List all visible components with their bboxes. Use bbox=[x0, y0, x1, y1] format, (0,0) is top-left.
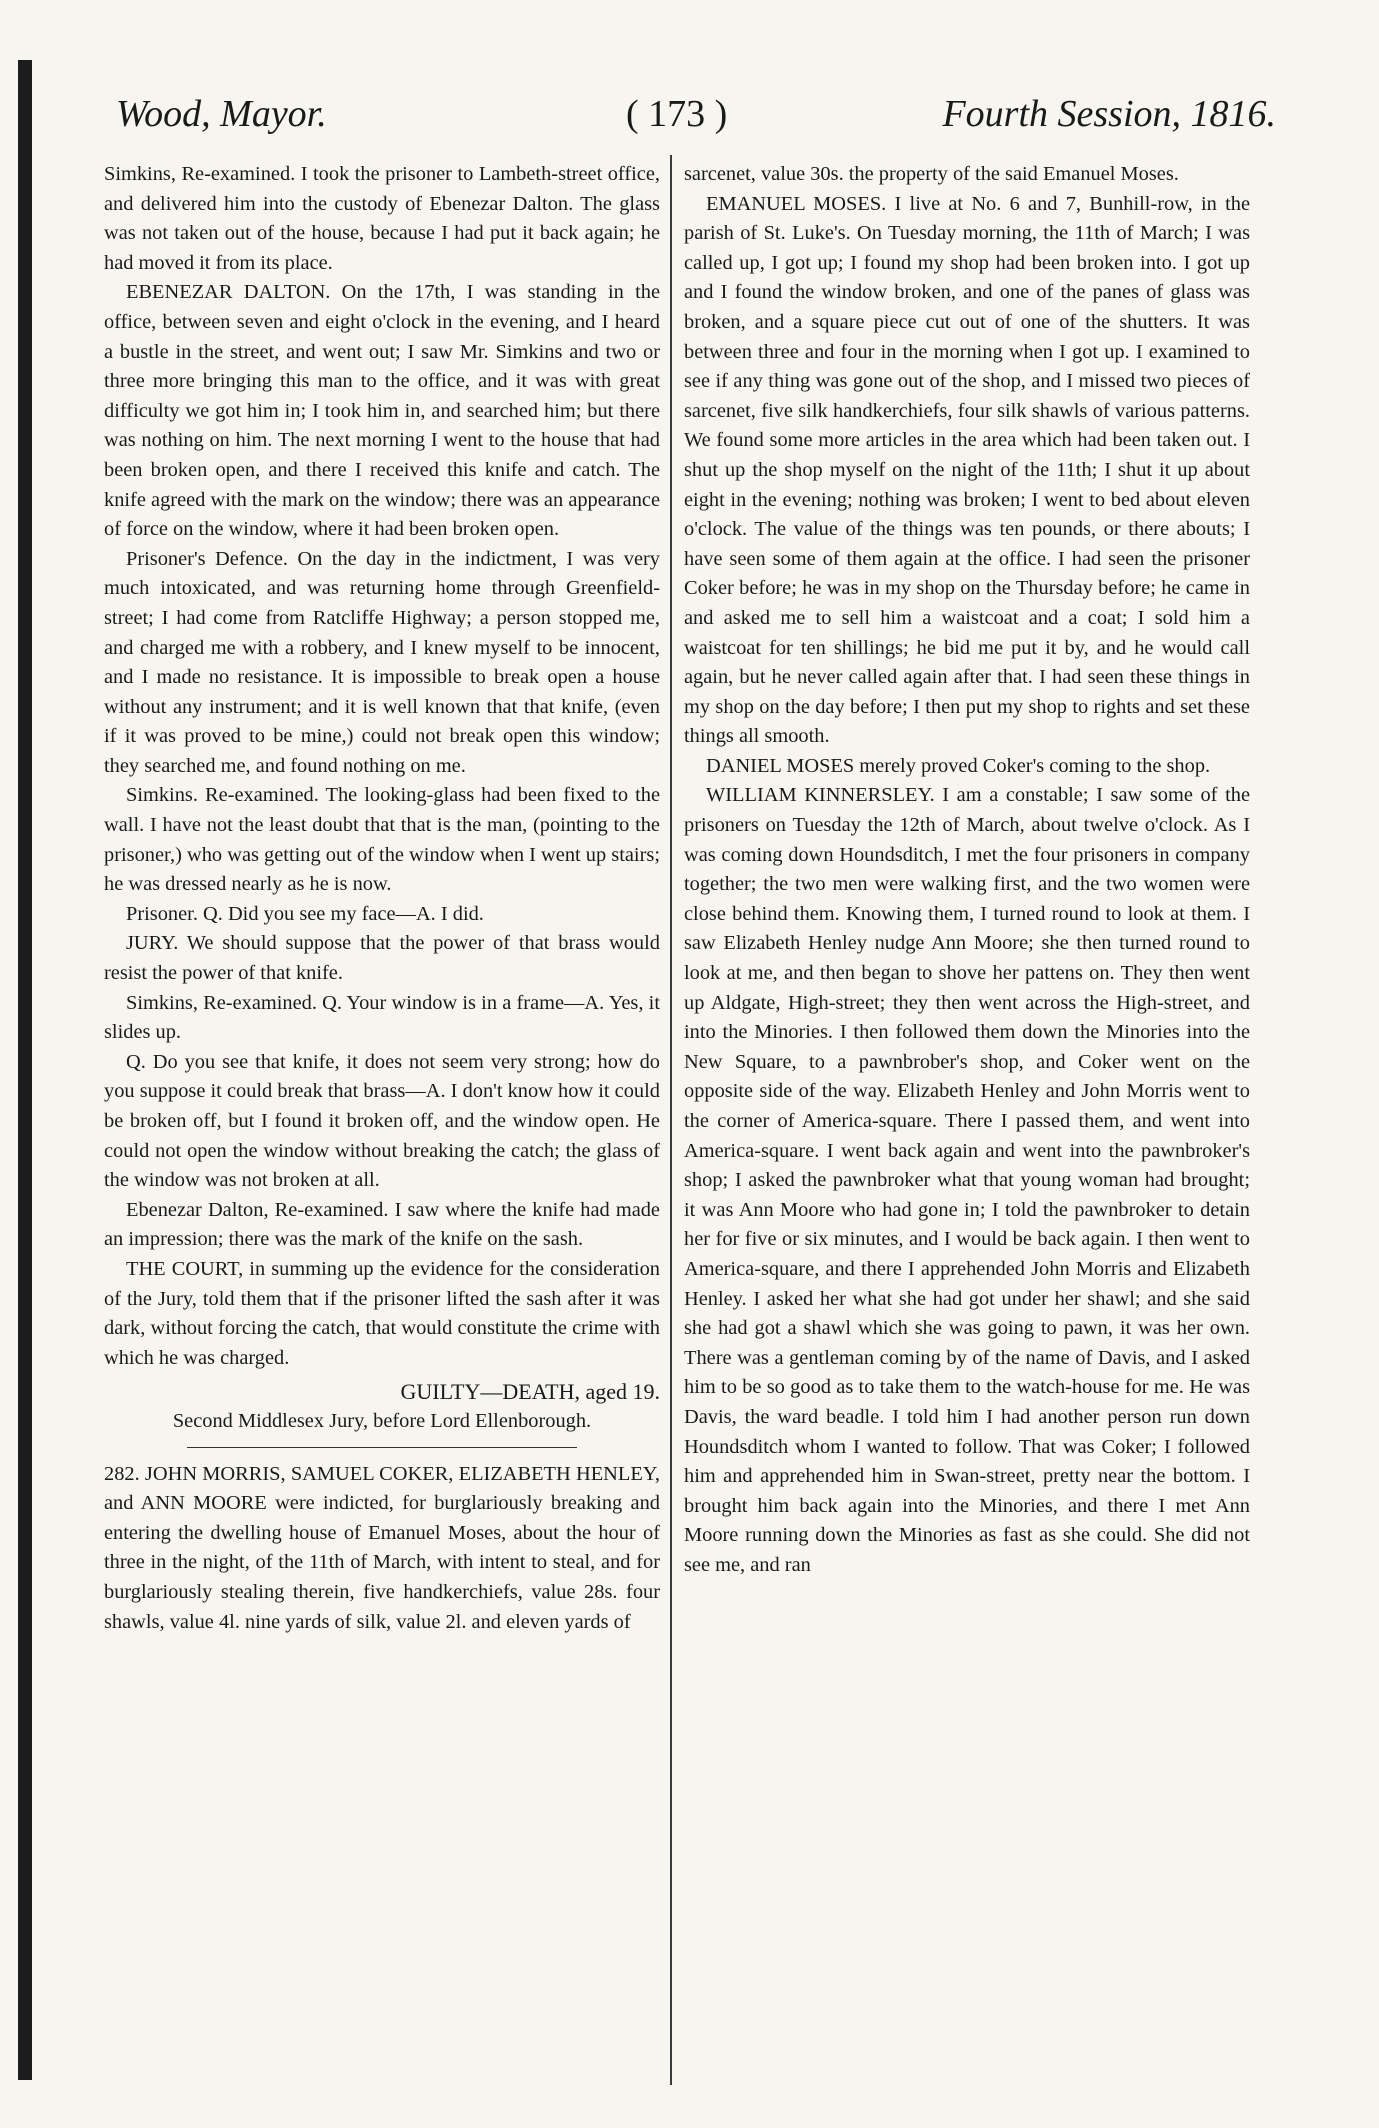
paragraph: EMANUEL MOSES. I live at No. 6 and 7, Bunhill-row, in the parish of St. Luke's. On Tuesday morning, the 11th of March; I was called up, I got up; I found my shop had been broken into. I got up and I found the window broken, and one of the panes of glass was broken, and a square piece cut out of one of the shutters. It was between three and four in the morning when I got up. I examined to see if any thing was gone out of the shop, and I missed two pieces of sarcenet, five silk handkerchiefs, four silk shawls of various patterns. We found some more articles in the area which had been taken out. I shut up the shop myself on the night of the 11th; I shut it up about eight in the evening; nothing was broken; I went to bed about eleven o'clock. The value of the things was ten pounds, or there abouts; I have seen some of them again at the office. I had seen the prisoner Coker before; he was in my shop on the Thursday before; he came in and asked me to sell him a waistcoat and a coat; I sold him a waistcoat for ten shillings; he bid me put it by, and he would call again, but he never called again after that. I had seen these things in my shop on the day before; I then put my shop to rights and set these things all smooth. bbox=[684, 192, 1250, 748]
right-column bbox=[684, 160, 1250, 1581]
paragraph: WILLIAM KINNERSLEY. I am a constable; I saw some of the prisoners on Tuesday the 12th of March, about twelve o'clock. As I was coming down Houndsditch, I met the four prisoners in company together; the two men were walking first, and the two women were close behind them. Knowing them, I turned round to look at them. I saw Elizabeth Henley nudge Ann Moore; she then turned round to look at me, and then began to shove her pattens on. They then went up Aldgate, High-street; they then went across the High-street, and into the Minories. I then followed them down the Minories into the New Square, to a pawnbrober's shop, and Coker went on the opposite side of the way. Elizabeth Henley and John Morris went to the corner of America-square. There I passed them, and went into America-square. I went back again and went into the pawnbroker's shop; I asked the pawnbroker what that young woman had brought; it was Ann Moore who had gone in; I told the pawnbroker to detain her for five or six minutes, and I would be back again. I then went to America-square, and there I apprehended John Morris and Elizabeth Henley. I asked her what she had got under her shawl; and she said she had got a shawl which she was going to pawn, it was her own. There was a gentleman coming by of the name of Davis, and I asked him to be so good as to take them to the watch-house for me. He was Davis, the ward beadle. I told him I had another person run down Houndsditch whom I wanted to follow. That was Coker; I followed him and apprehended him in Swan-street, pretty near the bottom. I brought him back again into the Minories, and there I met Ann Moore running down the Minories as fast as she could. She did not see me, and ran bbox=[684, 784, 1250, 1576]
header-right: Fourth Session, 1816. bbox=[942, 93, 1276, 135]
paragraph: THE COURT, in summing up the evidence for the consideration of the Jury, told them that if the prisoner lifted the sash after it was dark, without forcing the catch, that would constitute the crime with which he was charged. bbox=[104, 1257, 660, 1369]
paragraph: Prisoner. Q. Did you see my face—A. I did. bbox=[126, 902, 484, 925]
verdict: GUILTY—DEATH, aged 19. bbox=[400, 1379, 660, 1405]
paragraph: sarcenet, value 30s. the property of the said Emanuel Moses. bbox=[684, 163, 1179, 185]
paragraph: Simkins. Re-examined. The looking-glass had been fixed to the wall. I have not the least doubt that that is the man, (pointing to the prisoner,) who was getting out of the window when I went up stairs; he was dressed nearly as he is now. bbox=[104, 784, 660, 896]
paragraph: JURY. We should suppose that the power of that brass would resist the power of that knife. bbox=[104, 932, 660, 985]
paragraph: Q. Do you see that knife, it does not seem very strong; how do you suppose it could break that brass—A. I don't know how it could be broken off, but I found it broken off, and the window open. He could not open the window without breaking the catch; the glass of the window was not broken at all. bbox=[104, 1050, 660, 1192]
column-rule bbox=[670, 155, 672, 2085]
case-heading: 282. JOHN MORRIS, SAMUEL COKER, ELIZABETH HENLEY, and ANN MOORE were indicted, for burglariously breaking and entering the dwelling house of Emanuel Moses, about the hour of three in the night, of the 11th of March, with intent to steal, and for burglariously stealing therein, five handkerchiefs, value 28s. four shawls, value 4l. nine yards of silk, value 2l. and eleven yards of bbox=[104, 1462, 660, 1633]
section-divider bbox=[187, 1447, 576, 1448]
paragraph: EBENEZAR DALTON. On the 17th, I was standing in the office, between seven and eight o'clock in the evening, and I heard a bustle in the street, and went out; I saw Mr. Simkins and two or three more bringing this man to the office, and it was with great difficulty we got him in; I took him in, and searched him; but there was nothing on him. The next morning I went to the house that had been broken open, and there I received this knife and catch. The knife agreed with the mark on the window; there was an appearance of force on the window, where it had been broken open. bbox=[104, 281, 660, 541]
page-binding-edge bbox=[18, 60, 32, 2080]
paragraph: Ebenezar Dalton, Re-examined. I saw where the knife had made an impression; there was the mark of the knife on the sash. bbox=[104, 1198, 660, 1251]
court-line: Second Middlesex Jury, before Lord Ellenborough. bbox=[172, 1409, 592, 1432]
left-column bbox=[104, 160, 660, 1637]
paragraph: Prisoner's Defence. On the day in the indictment, I was very much intoxicated, and was returning home through Greenfield-street; I had come from Ratcliffe Highway; a person stopped me, and charged me with a robbery, and I knew myself to be innocent, and I made no resistance. It is impossible to break open a house without any instrument; and it is well known that that knife, (even if it was proved to be mine,) could not break open this window; they searched me, and found nothing on me. bbox=[104, 547, 660, 777]
header-left: Wood, Mayor. bbox=[116, 93, 327, 135]
paragraph: Simkins, Re-examined. Q. Your window is in a frame—A. Yes, it slides up. bbox=[104, 991, 660, 1044]
paragraph: Simkins, Re-examined. I took the prisoner to Lambeth-street office, and delivered him into the custody of Ebenezar Dalton. The glass was not taken out of the house, because I had put it back again; he had moved it from its place. bbox=[104, 163, 660, 274]
running-header bbox=[116, 92, 1276, 142]
page-number: ( 173 ) bbox=[626, 93, 728, 135]
paragraph: DANIEL MOSES merely proved Coker's coming to the shop. bbox=[706, 754, 1211, 777]
